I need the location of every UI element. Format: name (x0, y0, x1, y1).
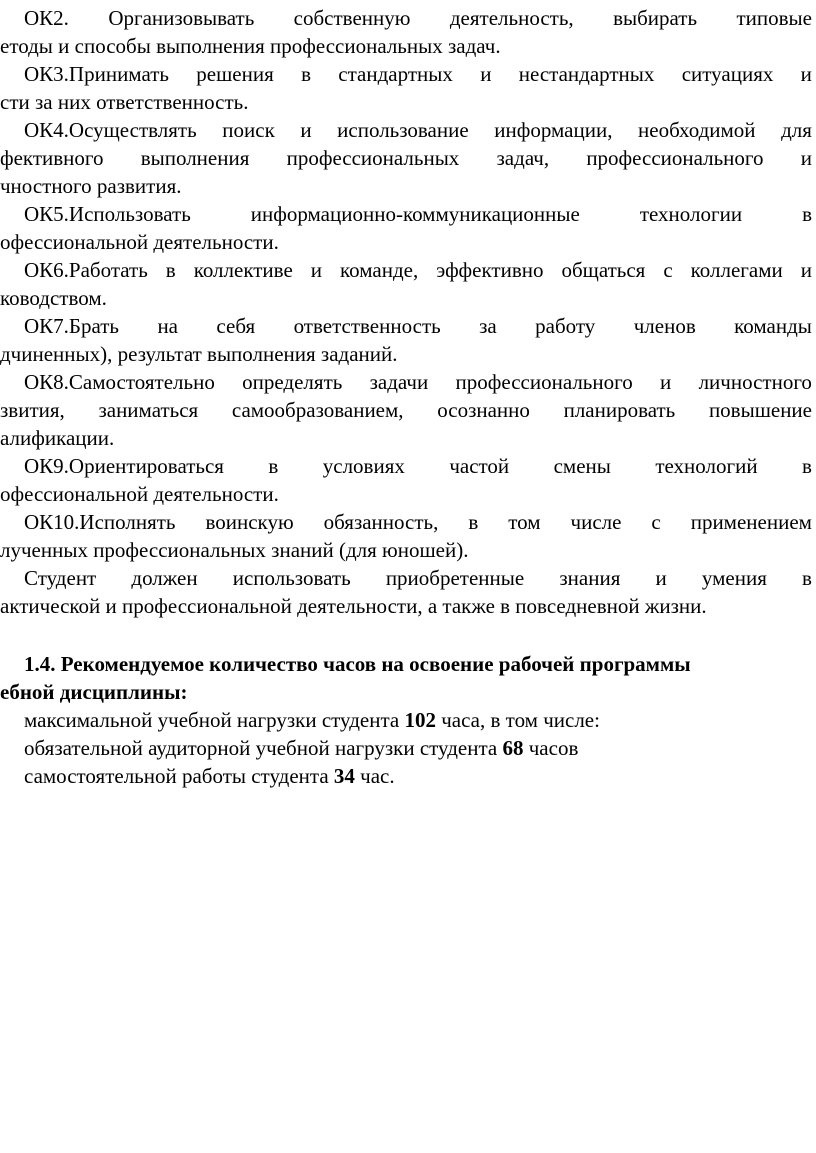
word: стандартных (338, 62, 453, 86)
word: использование (337, 118, 469, 142)
word: заниматься (98, 398, 199, 422)
word: для (781, 118, 812, 142)
word: личностного (698, 370, 812, 394)
word: собственную (293, 6, 411, 30)
ok9-line-1 (24, 452, 812, 480)
word: технологий (655, 454, 758, 478)
word: числе (570, 510, 622, 534)
word: и (300, 118, 312, 142)
word: повышение (708, 398, 812, 422)
ok4-line-1 (24, 116, 812, 144)
word: членов (633, 314, 696, 338)
word: коллегами (690, 258, 783, 282)
ok2-line-2: етоды и способы выполнения профессиональных задач. (0, 34, 501, 58)
word: себя (216, 314, 256, 338)
word: в (802, 202, 812, 226)
word: информационно-коммуникационные (250, 202, 580, 226)
word: Организовывать (108, 6, 255, 30)
class-load-label: обязательной аудиторной учебной нагрузки студента (24, 736, 503, 760)
word: коллективе (193, 258, 293, 282)
word: работу (535, 314, 596, 338)
word: ОК7.Брать (24, 314, 120, 338)
word: планировать (563, 398, 676, 422)
ok9-line-2: офессиональной деятельности. (0, 482, 279, 506)
ok10-line-2: лученных профессиональных знаний (для юношей). (0, 538, 469, 562)
word: профессиональных (286, 146, 460, 170)
ok5-line-2: офессиональной деятельности. (0, 230, 279, 254)
ok10-line-1 (24, 508, 812, 536)
word: общаться (561, 258, 646, 282)
ok6-line-2: ководством. (0, 286, 107, 310)
ok8-line-3: алификации. (0, 426, 115, 450)
class-load-line (24, 734, 578, 762)
word: умения (701, 566, 767, 590)
word: решения (196, 62, 274, 86)
word: и (800, 146, 812, 170)
ok5-line-1 (24, 200, 812, 228)
word: приобретенные (385, 566, 525, 590)
word: ОК10.Исполнять (24, 510, 176, 534)
word: ОК8.Самостоятельно (24, 370, 215, 394)
word: должен (131, 566, 198, 590)
word: задач, (496, 146, 550, 170)
word: и (660, 370, 672, 394)
word: использовать (232, 566, 351, 590)
word: самообразованием, (231, 398, 404, 422)
word: с (651, 510, 661, 534)
self-work-value: 34 (333, 764, 355, 788)
word: осознанно (437, 398, 530, 422)
word: команды (734, 314, 812, 338)
word: ситуациях (681, 62, 774, 86)
word: необходимой (638, 118, 756, 142)
word: выбирать (613, 6, 698, 30)
word: обязанность, (323, 510, 439, 534)
word: задачи (369, 370, 429, 394)
word: профессионального (586, 146, 764, 170)
word: в (301, 62, 311, 86)
word: воинскую (205, 510, 294, 534)
section-heading-line-2: ебной дисциплины: (0, 680, 188, 704)
max-load-value: 102 (404, 708, 436, 732)
word: команде, (340, 258, 419, 282)
word: Студент (24, 566, 97, 590)
word: ОК6.Работать (24, 258, 148, 282)
self-work-label: самостоятельной работы студента (24, 764, 334, 788)
word: в (802, 454, 812, 478)
class-load-value: 68 (502, 736, 524, 760)
word: и (655, 566, 667, 590)
word: в (468, 510, 479, 534)
word: определять (242, 370, 343, 394)
word: ОК3.Принимать (24, 62, 169, 86)
word: фективного (0, 146, 104, 170)
word: и (480, 62, 492, 86)
word: звития, (0, 398, 65, 422)
word: том (508, 510, 541, 534)
ok3-line-2: сти за них ответственность. (0, 90, 249, 114)
word: и (800, 62, 812, 86)
word: на (157, 314, 178, 338)
word: применением (690, 510, 812, 534)
ok3-line-1 (24, 60, 812, 88)
ok7-line-2: дчиненных), результат выполнения заданий. (0, 342, 398, 366)
ok6-line-1 (24, 256, 812, 284)
word: деятельность, (449, 6, 574, 30)
word: выполнения (140, 146, 250, 170)
word: ответственность (293, 314, 441, 338)
ok2-line-1 (24, 4, 812, 32)
word: смены (553, 454, 611, 478)
word: нестандартных (518, 62, 655, 86)
word: ОК5.Использовать (24, 202, 191, 226)
word: частой (449, 454, 510, 478)
word: поиск (222, 118, 275, 142)
word: в (802, 566, 812, 590)
class-load-suffix: часов (523, 736, 579, 760)
ok7-line-1 (24, 312, 812, 340)
student-line-2: актической и профессиональной деятельности, а также в повседневной жизни. (0, 594, 707, 618)
word: типовые (736, 6, 812, 30)
max-load-label: максимальной учебной нагрузки студента (24, 708, 405, 732)
word: технологии (639, 202, 743, 226)
student-line-1 (24, 564, 812, 592)
word: ОК9.Ориентироваться (24, 454, 224, 478)
ok8-line-2 (0, 396, 812, 424)
word: эффективно (436, 258, 544, 282)
word: и (800, 258, 812, 282)
ok4-line-3: чностного развития. (0, 174, 182, 198)
max-load-line (24, 706, 600, 734)
ok8-line-1 (24, 368, 812, 396)
word: в (165, 258, 176, 282)
word: в (268, 454, 279, 478)
self-work-line (24, 762, 395, 790)
self-work-suffix: час. (354, 764, 395, 788)
word: знания (559, 566, 621, 590)
word: с (663, 258, 673, 282)
word: ОК4.Осуществлять (24, 118, 197, 142)
word: информации, (494, 118, 613, 142)
word: условиях (322, 454, 405, 478)
word: профессионального (455, 370, 633, 394)
word: за (479, 314, 497, 338)
word: ОК2. (24, 6, 69, 30)
word: и (310, 258, 323, 282)
section-heading-line-1: 1.4. Рекомендуемое количество часов на освоение рабочей программы (24, 652, 691, 676)
max-load-suffix: часа, в том числе: (435, 708, 600, 732)
ok4-line-2 (0, 144, 812, 172)
